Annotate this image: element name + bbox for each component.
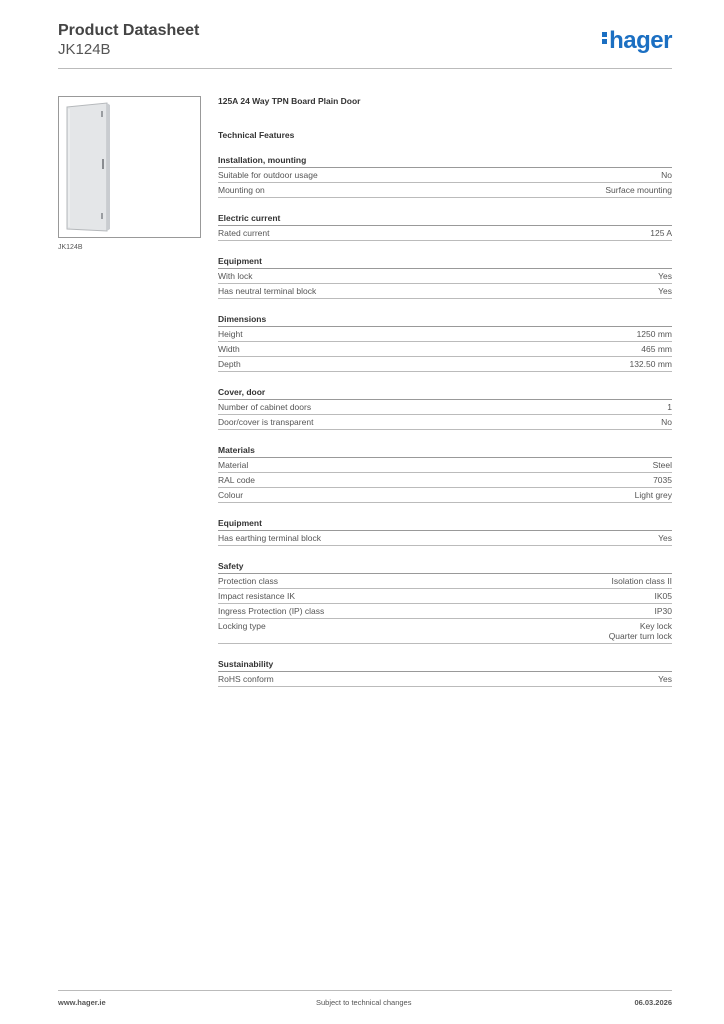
footer-notice: Subject to technical changes xyxy=(316,998,412,1007)
spec-value xyxy=(629,359,672,369)
spec-value-line: 7035 xyxy=(653,475,672,485)
spec-value xyxy=(641,344,672,354)
spec-value-line: Yes xyxy=(658,674,672,684)
logo-text: hager xyxy=(609,27,672,54)
spec-value-line: No xyxy=(661,170,672,180)
spec-value-line: Surface mounting xyxy=(605,185,672,195)
section-title: Sustainability xyxy=(218,659,672,672)
spec-value xyxy=(661,170,672,180)
spec-label: Has neutral terminal block xyxy=(218,286,317,296)
footer-website: www.hager.ie xyxy=(58,998,106,1007)
spec-value xyxy=(658,286,672,296)
spec-value xyxy=(653,475,672,485)
spec-label: Protection class xyxy=(218,576,278,586)
spec-row xyxy=(218,488,672,503)
product-image-frame xyxy=(58,96,201,238)
spec-row xyxy=(218,269,672,284)
spec-label: Has earthing terminal block xyxy=(218,533,321,543)
spec-row xyxy=(218,284,672,299)
spec-row xyxy=(218,342,672,357)
spec-value xyxy=(658,674,672,684)
spec-label: Depth xyxy=(218,359,241,369)
spec-row xyxy=(218,357,672,372)
spec-label: Height xyxy=(218,329,243,339)
spec-section xyxy=(218,155,672,198)
section-title: Electric current xyxy=(218,213,672,226)
spec-value xyxy=(667,402,672,412)
spec-value xyxy=(655,606,673,616)
header-divider xyxy=(58,68,672,69)
spec-value xyxy=(609,621,672,641)
spec-value-line: Yes xyxy=(658,271,672,281)
spec-row xyxy=(218,574,672,589)
spec-value xyxy=(655,591,673,601)
spec-value-line: Yes xyxy=(658,286,672,296)
spec-value xyxy=(612,576,672,586)
spec-label: Width xyxy=(218,344,240,354)
spec-value-line: Isolation class II xyxy=(611,576,672,586)
spec-value xyxy=(653,460,672,470)
section-title: Cover, door xyxy=(218,387,672,400)
section-title: Dimensions xyxy=(218,314,672,327)
spec-value xyxy=(637,329,672,339)
spec-section xyxy=(218,387,672,430)
spec-section xyxy=(218,314,672,372)
spec-row xyxy=(218,589,672,604)
logo-dots-icon xyxy=(602,30,607,46)
spec-row xyxy=(218,400,672,415)
page-header xyxy=(58,22,672,70)
spec-value-line: 1 xyxy=(667,402,672,412)
technical-features-heading: Technical Features xyxy=(218,130,295,140)
spec-row xyxy=(218,604,672,619)
spec-label: Material xyxy=(218,460,249,470)
section-title: Equipment xyxy=(218,518,672,531)
spec-label: Rated current xyxy=(218,228,270,238)
product-code: JK124B xyxy=(58,41,111,58)
spec-row xyxy=(218,473,672,488)
spec-row xyxy=(218,415,672,430)
image-caption: JK124B xyxy=(58,244,83,251)
footer-date: 06.03.2026 xyxy=(634,998,672,1007)
spec-label: Locking type xyxy=(218,621,266,631)
spec-section xyxy=(218,659,672,687)
page-title: Product Datasheet xyxy=(58,22,200,39)
hager-logo xyxy=(602,28,672,54)
section-title: Installation, mounting xyxy=(218,155,672,168)
spec-label: Door/cover is transparent xyxy=(218,417,314,427)
spec-sections xyxy=(218,155,672,687)
spec-value-line: Quarter turn lock xyxy=(608,631,672,641)
spec-value-line: No xyxy=(661,417,672,427)
spec-value-line: 132.50 mm xyxy=(629,359,672,369)
spec-value-line: IK05 xyxy=(654,591,672,601)
spec-row xyxy=(218,672,672,687)
spec-value xyxy=(658,533,672,543)
spec-value xyxy=(658,271,672,281)
spec-value-line: 1250 mm xyxy=(636,329,672,339)
spec-value-line: Steel xyxy=(652,460,672,470)
spec-row xyxy=(218,619,672,644)
section-title: Safety xyxy=(218,561,672,574)
spec-label: Impact resistance IK xyxy=(218,591,296,601)
spec-value-line: Light grey xyxy=(634,490,672,500)
spec-value-line: 465 mm xyxy=(641,344,672,354)
spec-section xyxy=(218,518,672,546)
spec-row xyxy=(218,183,672,198)
spec-label: RoHS conform xyxy=(218,674,274,684)
spec-row xyxy=(218,168,672,183)
spec-section xyxy=(218,445,672,503)
spec-value xyxy=(635,490,672,500)
spec-value xyxy=(605,185,672,195)
spec-label: RAL code xyxy=(218,475,256,485)
spec-content xyxy=(218,96,672,687)
spec-label: With lock xyxy=(218,271,253,281)
spec-label: Mounting on xyxy=(218,185,265,195)
footer-divider xyxy=(58,990,672,991)
spec-value-line: Yes xyxy=(658,533,672,543)
spec-value xyxy=(650,228,672,238)
section-title: Equipment xyxy=(218,256,672,269)
spec-value-line: IP30 xyxy=(654,606,672,616)
spec-value-line: Key lock xyxy=(639,621,672,631)
spec-label: Number of cabinet doors xyxy=(218,402,312,412)
spec-row xyxy=(218,327,672,342)
spec-label: Suitable for outdoor usage xyxy=(218,170,318,180)
spec-value-line: 125 A xyxy=(650,228,672,238)
spec-section xyxy=(218,561,672,644)
spec-section xyxy=(218,256,672,299)
spec-row xyxy=(218,226,672,241)
spec-row xyxy=(218,458,672,473)
spec-label: Colour xyxy=(218,490,244,500)
spec-label: Ingress Protection (IP) class xyxy=(218,606,325,616)
distribution-board-image xyxy=(63,101,111,233)
product-name: 125A 24 Way TPN Board Plain Door xyxy=(218,96,361,106)
spec-section xyxy=(218,213,672,241)
spec-value xyxy=(661,417,672,427)
spec-row xyxy=(218,531,672,546)
section-title: Materials xyxy=(218,445,672,458)
